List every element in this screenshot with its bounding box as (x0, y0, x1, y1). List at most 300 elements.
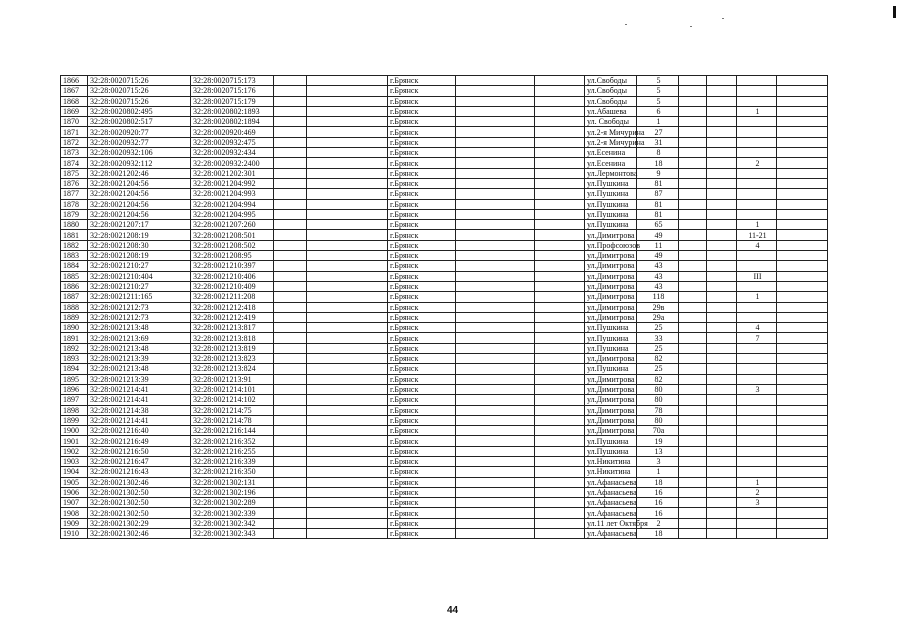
empty-cell (707, 168, 737, 178)
apartment-cell: 3 (737, 498, 777, 508)
empty-cell (777, 374, 828, 384)
row-number-cell: 1899 (61, 415, 88, 425)
empty-cell (307, 189, 388, 199)
row-number-cell: 1909 (61, 518, 88, 528)
empty-cell (535, 374, 585, 384)
table-row (61, 240, 828, 250)
city-cell: г.Брянск (388, 189, 456, 199)
house-number-cell: 9 (637, 168, 679, 178)
house-number-cell: 81 (637, 209, 679, 219)
house-number-cell: 5 (637, 86, 679, 96)
street-cell: ул.Пушкина (585, 364, 637, 374)
table-row (61, 487, 828, 497)
street-cell: ул.Димитрова (585, 374, 637, 384)
empty-cell (777, 292, 828, 302)
city-cell: г.Брянск (388, 518, 456, 528)
city-cell: г.Брянск (388, 333, 456, 343)
object-number-cell: 32:28:0021216:350 (191, 467, 274, 477)
apartment-cell (737, 178, 777, 188)
empty-cell (307, 240, 388, 250)
empty-cell (307, 405, 388, 415)
empty-cell (274, 127, 307, 137)
row-number-cell: 1882 (61, 240, 88, 250)
empty-cell (307, 96, 388, 106)
apartment-cell: 7 (737, 333, 777, 343)
empty-cell (274, 209, 307, 219)
empty-cell (707, 323, 737, 333)
row-number-cell: 1908 (61, 508, 88, 518)
empty-cell (777, 302, 828, 312)
table-row (61, 148, 828, 158)
house-number-cell: 27 (637, 127, 679, 137)
empty-cell (535, 436, 585, 446)
row-number-cell: 1885 (61, 271, 88, 281)
object-number-cell: 32:28:0021216:339 (191, 456, 274, 466)
empty-cell (307, 271, 388, 281)
street-cell: ул.Димитрова (585, 251, 637, 261)
empty-cell (456, 312, 535, 322)
street-cell: ул.Димитрова (585, 354, 637, 364)
object-number-cell: 32:28:0021213:823 (191, 354, 274, 364)
table-row (61, 106, 828, 116)
empty-cell (456, 446, 535, 456)
empty-cell (274, 168, 307, 178)
house-number-cell: 43 (637, 271, 679, 281)
empty-cell (707, 76, 737, 86)
parcel-number-cell: 32:28:0020715:26 (88, 96, 191, 106)
empty-cell (707, 374, 737, 384)
row-number-cell: 1874 (61, 158, 88, 168)
empty-cell (777, 508, 828, 518)
empty-cell (307, 86, 388, 96)
apartment-cell (737, 261, 777, 271)
city-cell: г.Брянск (388, 487, 456, 497)
empty-cell (777, 251, 828, 261)
city-cell: г.Брянск (388, 158, 456, 168)
empty-cell (456, 106, 535, 116)
empty-cell (456, 477, 535, 487)
row-number-cell: 1867 (61, 86, 88, 96)
empty-cell (679, 508, 707, 518)
apartment-cell: 4 (737, 240, 777, 250)
empty-cell (274, 436, 307, 446)
city-cell: г.Брянск (388, 240, 456, 250)
street-cell: ул.Абашева (585, 106, 637, 116)
empty-cell (707, 240, 737, 250)
empty-cell (307, 209, 388, 219)
table-row (61, 312, 828, 322)
street-cell: ул.Димитрова (585, 405, 637, 415)
object-number-cell: 32:28:0020802:1893 (191, 106, 274, 116)
empty-cell (307, 127, 388, 137)
empty-cell (535, 364, 585, 374)
city-cell: г.Брянск (388, 251, 456, 261)
empty-cell (535, 230, 585, 240)
house-number-cell: 49 (637, 251, 679, 261)
empty-cell (777, 518, 828, 528)
city-cell: г.Брянск (388, 477, 456, 487)
empty-cell (307, 508, 388, 518)
object-number-cell: 32:28:0021213:91 (191, 374, 274, 384)
table-row (61, 333, 828, 343)
empty-cell (274, 261, 307, 271)
empty-cell (307, 168, 388, 178)
city-cell: г.Брянск (388, 96, 456, 106)
empty-cell (707, 467, 737, 477)
empty-cell (777, 436, 828, 446)
apartment-cell (737, 251, 777, 261)
table-row (61, 384, 828, 394)
house-number-cell: 25 (637, 364, 679, 374)
empty-cell (535, 178, 585, 188)
empty-cell (274, 498, 307, 508)
empty-cell (456, 127, 535, 137)
empty-cell (535, 446, 585, 456)
empty-cell (777, 271, 828, 281)
apartment-cell (737, 137, 777, 147)
empty-cell (679, 302, 707, 312)
empty-cell (777, 281, 828, 291)
empty-cell (679, 395, 707, 405)
parcel-number-cell: 32:28:0021214:41 (88, 415, 191, 425)
empty-cell (307, 395, 388, 405)
scan-speck (722, 18, 724, 19)
object-number-cell: 32:28:0021210:409 (191, 281, 274, 291)
empty-cell (535, 106, 585, 116)
object-number-cell: 32:28:0020802:1894 (191, 117, 274, 127)
empty-cell (274, 137, 307, 147)
object-number-cell: 32:28:0021204:995 (191, 209, 274, 219)
empty-cell (777, 117, 828, 127)
parcel-number-cell: 32:28:0021208:19 (88, 230, 191, 240)
parcel-number-cell: 32:28:0021208:19 (88, 251, 191, 261)
row-number-cell: 1890 (61, 323, 88, 333)
empty-cell (307, 529, 388, 539)
empty-cell (535, 209, 585, 219)
empty-cell (679, 436, 707, 446)
city-cell: г.Брянск (388, 343, 456, 353)
city-cell: г.Брянск (388, 302, 456, 312)
empty-cell (274, 189, 307, 199)
empty-cell (307, 498, 388, 508)
empty-cell (679, 384, 707, 394)
row-number-cell: 1876 (61, 178, 88, 188)
empty-cell (707, 230, 737, 240)
street-cell: ул.Афанасьева (585, 529, 637, 539)
empty-cell (307, 456, 388, 466)
row-number-cell: 1880 (61, 220, 88, 230)
row-number-cell: 1883 (61, 251, 88, 261)
empty-cell (456, 168, 535, 178)
apartment-cell (737, 508, 777, 518)
empty-cell (456, 405, 535, 415)
empty-cell (456, 240, 535, 250)
parcel-number-cell: 32:28:0020932:77 (88, 137, 191, 147)
empty-cell (679, 498, 707, 508)
empty-cell (535, 405, 585, 415)
street-cell: ул.Свободы (585, 76, 637, 86)
cadastral-register-table (60, 75, 828, 539)
object-number-cell: 32:28:0021216:144 (191, 426, 274, 436)
empty-cell (535, 302, 585, 312)
apartment-cell (737, 168, 777, 178)
city-cell: г.Брянск (388, 106, 456, 116)
empty-cell (307, 374, 388, 384)
house-number-cell: 5 (637, 76, 679, 86)
empty-cell (535, 168, 585, 178)
empty-cell (535, 158, 585, 168)
apartment-cell (737, 467, 777, 477)
object-number-cell: 32:28:0021213:819 (191, 343, 274, 353)
empty-cell (456, 117, 535, 127)
apartment-cell: III (737, 271, 777, 281)
city-cell: г.Брянск (388, 364, 456, 374)
empty-cell (679, 529, 707, 539)
empty-cell (679, 106, 707, 116)
empty-cell (274, 271, 307, 281)
empty-cell (307, 426, 388, 436)
empty-cell (679, 137, 707, 147)
parcel-number-cell: 32:28:0021302:29 (88, 518, 191, 528)
city-cell: г.Брянск (388, 209, 456, 219)
empty-cell (679, 86, 707, 96)
object-number-cell: 32:28:0021216:255 (191, 446, 274, 456)
table-row (61, 446, 828, 456)
empty-cell (307, 302, 388, 312)
object-number-cell: 32:28:0021210:406 (191, 271, 274, 281)
empty-cell (679, 251, 707, 261)
empty-cell (307, 384, 388, 394)
table-row (61, 529, 828, 539)
object-number-cell: 32:28:0021213:818 (191, 333, 274, 343)
house-number-cell: 82 (637, 374, 679, 384)
row-number-cell: 1894 (61, 364, 88, 374)
empty-cell (777, 477, 828, 487)
city-cell: г.Брянск (388, 261, 456, 271)
empty-cell (707, 518, 737, 528)
row-number-cell: 1906 (61, 487, 88, 497)
table-row (61, 395, 828, 405)
empty-cell (535, 456, 585, 466)
empty-cell (274, 220, 307, 230)
empty-cell (535, 426, 585, 436)
apartment-cell: 1 (737, 292, 777, 302)
empty-cell (707, 405, 737, 415)
house-number-cell: 5 (637, 96, 679, 106)
table-row (61, 86, 828, 96)
empty-cell (456, 395, 535, 405)
parcel-number-cell: 32:28:0020932:106 (88, 148, 191, 158)
empty-cell (535, 281, 585, 291)
empty-cell (679, 220, 707, 230)
house-number-cell: 25 (637, 343, 679, 353)
object-number-cell: 32:28:0021302:131 (191, 477, 274, 487)
empty-cell (707, 302, 737, 312)
empty-cell (679, 261, 707, 271)
empty-cell (307, 76, 388, 86)
empty-cell (679, 230, 707, 240)
parcel-number-cell: 32:28:0021213:48 (88, 323, 191, 333)
apartment-cell (737, 354, 777, 364)
city-cell: г.Брянск (388, 178, 456, 188)
house-number-cell: 16 (637, 498, 679, 508)
empty-cell (456, 178, 535, 188)
empty-cell (274, 456, 307, 466)
street-cell: ул.2-я Мичурина (585, 127, 637, 137)
empty-cell (274, 405, 307, 415)
apartment-cell: 3 (737, 384, 777, 394)
row-number-cell: 1870 (61, 117, 88, 127)
empty-cell (777, 230, 828, 240)
object-number-cell: 32:28:0021214:75 (191, 405, 274, 415)
house-number-cell: 80 (637, 395, 679, 405)
empty-cell (456, 189, 535, 199)
house-number-cell: 16 (637, 487, 679, 497)
city-cell: г.Брянск (388, 529, 456, 539)
empty-cell (456, 374, 535, 384)
table-row (61, 199, 828, 209)
empty-cell (307, 446, 388, 456)
empty-cell (274, 477, 307, 487)
empty-cell (535, 415, 585, 425)
empty-cell (707, 220, 737, 230)
street-cell: ул.Свободы (585, 96, 637, 106)
parcel-number-cell: 32:28:0021302:50 (88, 487, 191, 497)
street-cell: ул.Пушкина (585, 446, 637, 456)
empty-cell (535, 518, 585, 528)
city-cell: г.Брянск (388, 323, 456, 333)
house-number-cell: 87 (637, 189, 679, 199)
row-number-cell: 1901 (61, 436, 88, 446)
object-number-cell: 32:28:0021212:419 (191, 312, 274, 322)
empty-cell (535, 498, 585, 508)
parcel-number-cell: 32:28:0021213:69 (88, 333, 191, 343)
object-number-cell: 32:28:0021302:289 (191, 498, 274, 508)
empty-cell (777, 426, 828, 436)
city-cell: г.Брянск (388, 76, 456, 86)
parcel-number-cell: 32:28:0021214:41 (88, 395, 191, 405)
table-row (61, 168, 828, 178)
empty-cell (307, 230, 388, 240)
empty-cell (777, 446, 828, 456)
empty-cell (535, 354, 585, 364)
empty-cell (535, 240, 585, 250)
empty-cell (777, 209, 828, 219)
house-number-cell: 18 (637, 477, 679, 487)
empty-cell (777, 467, 828, 477)
street-cell: ул.Пушкина (585, 189, 637, 199)
street-cell: ул.Димитрова (585, 292, 637, 302)
street-cell: ул.Димитрова (585, 312, 637, 322)
city-cell: г.Брянск (388, 86, 456, 96)
object-number-cell: 32:28:0021204:992 (191, 178, 274, 188)
apartment-cell (737, 127, 777, 137)
street-cell: ул.Афанасьева (585, 477, 637, 487)
empty-cell (307, 323, 388, 333)
empty-cell (456, 76, 535, 86)
empty-cell (679, 189, 707, 199)
empty-cell (707, 426, 737, 436)
house-number-cell: 18 (637, 158, 679, 168)
city-cell: г.Брянск (388, 230, 456, 240)
empty-cell (456, 86, 535, 96)
empty-cell (679, 446, 707, 456)
house-number-cell: 29а (637, 312, 679, 322)
empty-cell (535, 292, 585, 302)
city-cell: г.Брянск (388, 117, 456, 127)
table-row (61, 209, 828, 219)
empty-cell (307, 137, 388, 147)
empty-cell (535, 148, 585, 158)
street-cell: ул.Димитрова (585, 384, 637, 394)
empty-cell (777, 168, 828, 178)
table-row (61, 436, 828, 446)
row-number-cell: 1884 (61, 261, 88, 271)
empty-cell (707, 86, 737, 96)
parcel-number-cell: 32:28:0021204:56 (88, 178, 191, 188)
parcel-number-cell: 32:28:0020802:517 (88, 117, 191, 127)
table-row (61, 477, 828, 487)
empty-cell (456, 333, 535, 343)
empty-cell (535, 323, 585, 333)
empty-cell (777, 199, 828, 209)
empty-cell (707, 137, 737, 147)
city-cell: г.Брянск (388, 395, 456, 405)
city-cell: г.Брянск (388, 292, 456, 302)
empty-cell (307, 518, 388, 528)
empty-cell (707, 364, 737, 374)
empty-cell (535, 76, 585, 86)
row-number-cell: 1897 (61, 395, 88, 405)
empty-cell (777, 333, 828, 343)
empty-cell (777, 415, 828, 425)
empty-cell (679, 333, 707, 343)
street-cell: ул.Никитина (585, 456, 637, 466)
empty-cell (456, 261, 535, 271)
empty-cell (274, 426, 307, 436)
apartment-cell (737, 436, 777, 446)
city-cell: г.Брянск (388, 168, 456, 178)
empty-cell (456, 436, 535, 446)
empty-cell (679, 96, 707, 106)
house-number-cell: 80 (637, 415, 679, 425)
street-cell: ул.11 лет Октября (585, 518, 637, 528)
empty-cell (707, 158, 737, 168)
empty-cell (535, 137, 585, 147)
parcel-number-cell: 32:28:0021210:27 (88, 281, 191, 291)
empty-cell (456, 354, 535, 364)
street-cell: ул.Димитрова (585, 426, 637, 436)
empty-cell (307, 148, 388, 158)
table-row (61, 137, 828, 147)
empty-cell (274, 354, 307, 364)
parcel-number-cell: 32:28:0021204:56 (88, 199, 191, 209)
house-number-cell: 29в (637, 302, 679, 312)
street-cell: ул.Пушкина (585, 333, 637, 343)
empty-cell (456, 456, 535, 466)
house-number-cell: 31 (637, 137, 679, 147)
apartment-cell (737, 76, 777, 86)
house-number-cell: 18 (637, 529, 679, 539)
empty-cell (274, 508, 307, 518)
city-cell: г.Брянск (388, 271, 456, 281)
object-number-cell: 32:28:0021214:78 (191, 415, 274, 425)
parcel-number-cell: 32:28:0021210:404 (88, 271, 191, 281)
empty-cell (777, 189, 828, 199)
empty-cell (679, 426, 707, 436)
street-cell: ул.Профсоюзов (585, 240, 637, 250)
table-row (61, 76, 828, 86)
